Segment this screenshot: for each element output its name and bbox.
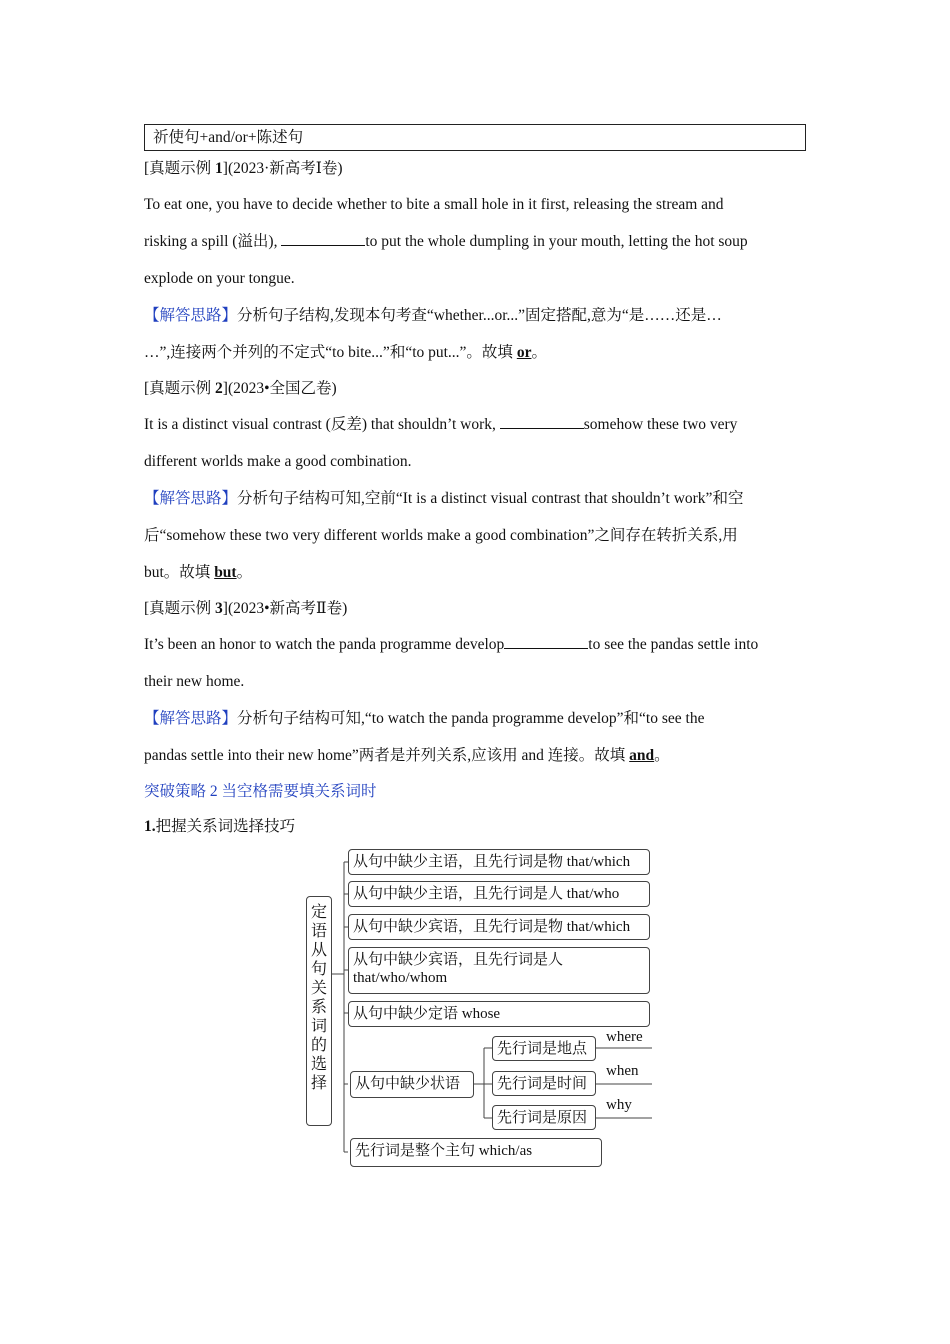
- example-2-text-line1: It is a distinct visual contrast (反差) that shouldn’t work, somehow these two very: [144, 416, 738, 433]
- answer-and: and: [629, 747, 655, 764]
- node-attributive: 从句中缺少定语 whose: [348, 1001, 650, 1027]
- example-1-explanation-line2: …”,连接两个并列的不定式“to bite...”和“to put...”。故填 or。: [144, 344, 547, 361]
- node-time: 先行词是时间: [492, 1071, 596, 1096]
- example-1-explanation-line1: 【解答思路】分析句子结构,发现本句考查“whether...or...”固定搭配,意为“是……还是…: [144, 307, 722, 324]
- example-1-text-line2: risking a spill (溢出), to put the whole dumpling in your mouth, letting the hot soup: [144, 233, 748, 250]
- answer-but: but: [214, 564, 237, 581]
- node-adverbial: 从句中缺少状语: [350, 1071, 474, 1098]
- example-1-heading: [真题示例 1](2023·新高考Ⅰ卷): [144, 160, 343, 177]
- example-3-text-line2: their new home.: [144, 673, 245, 690]
- example-2-text-line2: different worlds make a good combination.: [144, 453, 412, 470]
- answer-blank: [500, 414, 584, 429]
- label-where: where: [606, 1029, 643, 1045]
- node-object-thing: 从句中缺少宾语，且先行词是物 that/which: [348, 914, 650, 940]
- node-whole-clause: 先行词是整个主句 which/as: [350, 1138, 602, 1167]
- node-place: 先行词是地点: [492, 1036, 596, 1061]
- example-1-text-line1: To eat one, you have to decide whether to bite a small hole in it first, releasing the stream and: [144, 196, 724, 213]
- answer-or: or: [516, 344, 532, 361]
- example-2-explanation-line2: 后“somehow these two very different worlds make a good combination”之间存在转折关系,用: [144, 527, 738, 544]
- answer-blank: [504, 634, 588, 649]
- example-3-heading: [真题示例 3](2023•新高考Ⅱ卷): [144, 600, 348, 617]
- example-1-text-line3: explode on your tongue.: [144, 270, 295, 287]
- example-2-explanation-line3: but。故填 but。: [144, 564, 253, 581]
- mindmap-root: 定 语 从 句 关 系 词 的 选 择: [306, 896, 332, 1126]
- relative-pronoun-mindmap: [302, 846, 662, 1176]
- label-when: when: [606, 1063, 639, 1079]
- label-why: why: [606, 1097, 632, 1113]
- node-subject-thing: 从句中缺少主语，且先行词是物 that/which: [348, 849, 650, 875]
- example-3-explanation-line2: pandas settle into their new home”两者是并列关系,应该用 and 连接。故填 and。: [144, 747, 670, 764]
- node-subject-person: 从句中缺少主语，且先行词是人 that/who: [348, 881, 650, 907]
- node-object-person: 从句中缺少宾语，且先行词是人 that/who/whom: [348, 947, 650, 994]
- example-3-explanation-line1: 【解答思路】分析句子结构可知,“to watch the panda programme develop”和“to see the: [144, 710, 705, 727]
- example-3-text-line1: It’s been an honor to watch the panda programme develop to see the pandas settle into: [144, 636, 759, 653]
- subsection-title: 1.把握关系词选择技巧: [144, 818, 296, 835]
- node-reason: 先行词是原因: [492, 1105, 596, 1130]
- example-2-explanation-line1: 【解答思路】分析句子结构可知,空前“It is a distinct visual contrast that shouldn’t work”和空: [144, 490, 744, 507]
- strategy-title: 突破策略 2 当空格需要填关系词时: [144, 783, 377, 800]
- answer-blank: [281, 231, 365, 246]
- example-2-heading: [真题示例 2](2023•全国乙卷): [144, 380, 337, 397]
- section-box-title: 祈使句+and/or+陈述句: [144, 124, 806, 151]
- document-body: [144, 124, 806, 844]
